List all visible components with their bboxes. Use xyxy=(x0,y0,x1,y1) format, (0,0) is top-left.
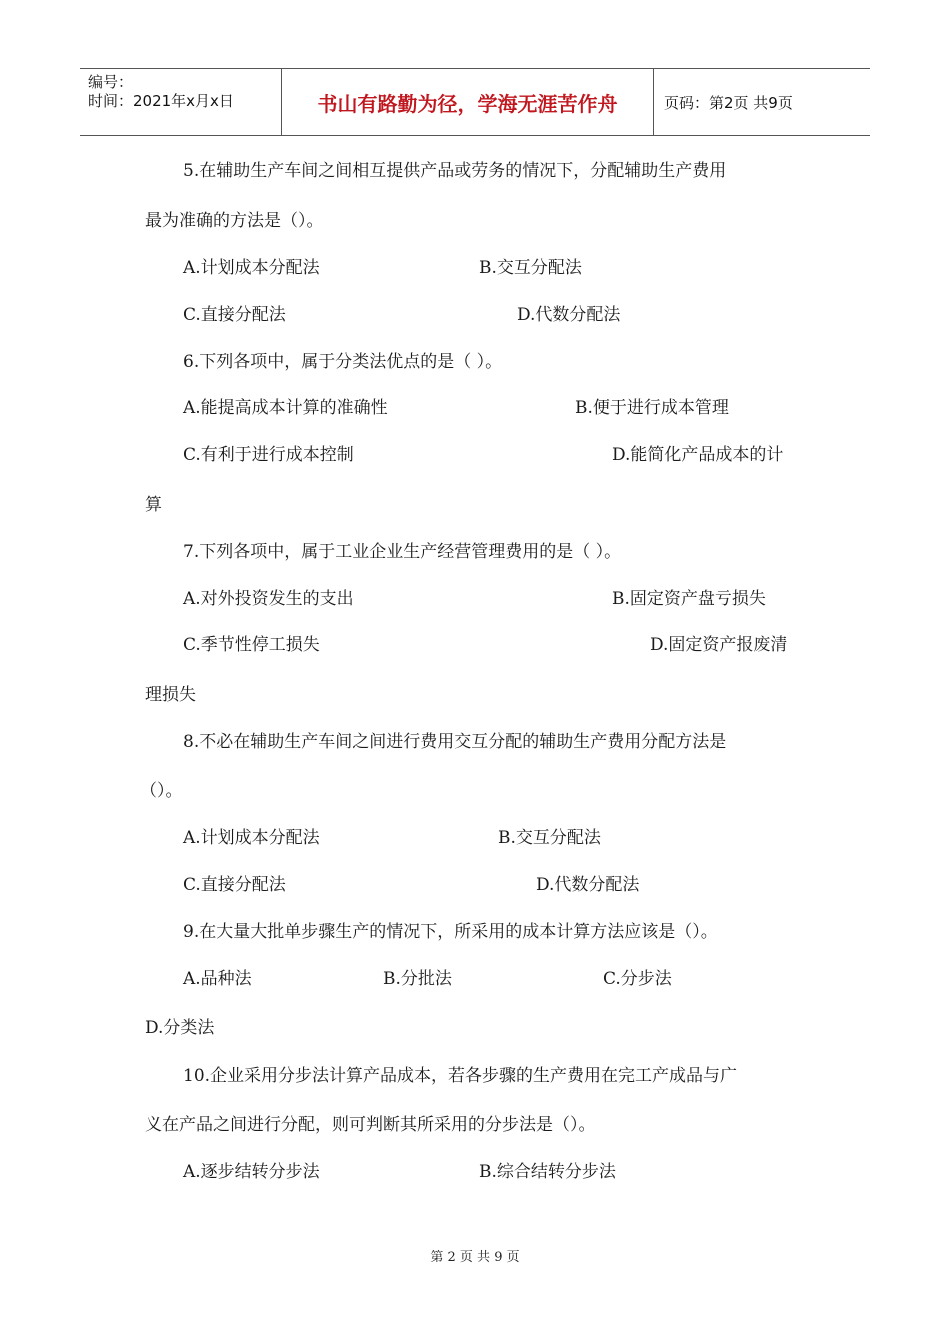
question-10-stem: 10.企业采用分步法计算产品成本，若各步骤的生产费用在完工产成品与广 xyxy=(183,1066,738,1086)
question-8-option-b: B.交互分配法 xyxy=(498,828,601,848)
question-10-stem-cont: 义在产品之间进行分配，则可判断其所采用的分步法是（）。 xyxy=(145,1115,596,1135)
question-9-stem: 9.在大量大批单步骤生产的情况下，所采用的成本计算方法应该是（）。 xyxy=(183,922,718,942)
question-6-option-b: B.便于进行成本管理 xyxy=(575,398,729,418)
question-5-stem: 5.在辅助生产车间之间相互提供产品或劳务的情况下，分配辅助生产费用 xyxy=(183,161,727,181)
question-6-option-d-cont: 算 xyxy=(145,495,162,515)
question-10-option-a: A.逐步结转分步法 xyxy=(183,1162,320,1182)
question-7-option-b: B.固定资产盘亏损失 xyxy=(612,589,766,609)
header-meta xyxy=(80,69,282,135)
question-5-option-b: B.交互分配法 xyxy=(479,258,582,278)
question-8-option-d: D.代数分配法 xyxy=(536,875,640,895)
question-9-option-d: D.分类法 xyxy=(145,1018,215,1038)
question-7-option-d-cont: 理损失 xyxy=(145,685,196,705)
header-motto: 书山有路勤为径，学海无涯苦作舟 xyxy=(282,69,654,135)
question-5-option-c: C.直接分配法 xyxy=(183,305,286,325)
question-9-option-a: A.品种法 xyxy=(183,969,252,989)
question-5-option-d: D.代数分配法 xyxy=(517,305,621,325)
question-10-option-b: B.综合结转分步法 xyxy=(479,1162,616,1182)
document-number-label: 编号： xyxy=(88,73,134,91)
question-5-stem-cont: 最为准确的方法是（）。 xyxy=(145,211,324,231)
page-header xyxy=(80,68,870,136)
question-9-option-b: B.分批法 xyxy=(383,969,452,989)
question-8-stem-cont: （）。 xyxy=(140,781,183,801)
page-footer: 第 2 页 共 9 页 xyxy=(430,1250,520,1265)
question-6-option-d: D.能简化产品成本的计 xyxy=(612,445,784,465)
question-8-option-a: A.计划成本分配法 xyxy=(183,828,320,848)
question-8-option-c: C.直接分配法 xyxy=(183,875,286,895)
question-5-option-a: A.计划成本分配法 xyxy=(183,258,320,278)
document-time-label: 时间：2021年x月x日 xyxy=(88,92,234,110)
question-8-stem: 8.不必在辅助生产车间之间进行费用交互分配的辅助生产费用分配方法是 xyxy=(183,732,727,752)
question-6-option-a: A.能提高成本计算的准确性 xyxy=(183,398,388,418)
question-6-option-c: C.有利于进行成本控制 xyxy=(183,445,354,465)
question-7-option-d: D.固定资产报废清 xyxy=(650,635,788,655)
question-7-stem: 7.下列各项中，属于工业企业生产经营管理费用的是（ ）。 xyxy=(183,542,622,562)
question-6-stem: 6.下列各项中，属于分类法优点的是（ ）。 xyxy=(183,352,503,372)
question-7-option-a: A.对外投资发生的支出 xyxy=(183,589,354,609)
question-7-option-c: C.季节性停工损失 xyxy=(183,635,320,655)
question-9-option-c: C.分步法 xyxy=(603,969,672,989)
header-page-info: 页码：第2页 共9页 xyxy=(664,93,793,112)
